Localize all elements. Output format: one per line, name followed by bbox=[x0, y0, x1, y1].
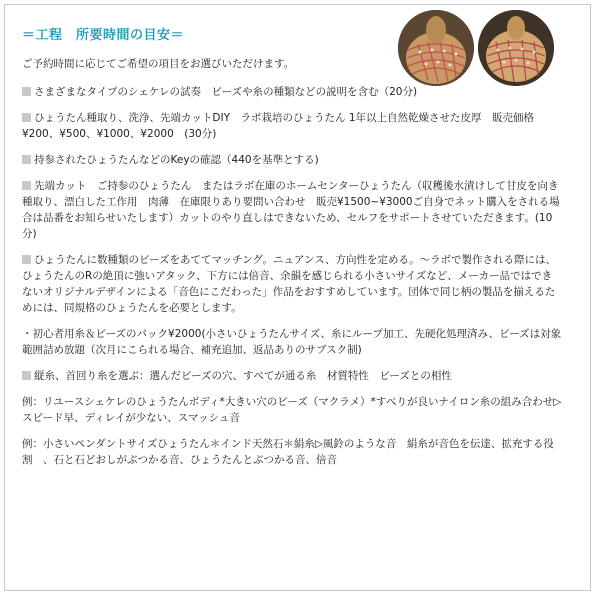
list-item: ひょうたんに数種類のビーズをあててマッチング。ニュアンス、方向性を定める。～ラボで製作される際には、ひょうたんのRの絶頂に強いアタック、下方には倍音、余韻を感じられる小さいサイズなど、メーカー品ではできないオリジナルデザインによる「音色にこだわった」作品をおすすめしています。団体で同じ柄の製品を揃えるためには、同規格のひょうたんを必要とします。 bbox=[22, 254, 557, 314]
intro-text: ご予約時間に応じてご希望の項目をお選びいただけます。 bbox=[22, 58, 295, 70]
bullet-square-icon bbox=[22, 255, 31, 264]
list-item: 先端カット ご持参のひょうたん またはラボ在庫のホームセンターひょうたん（収穫後水漬けして甘皮を向き種取り、漂白した工作用 肉薄 在庫限りあり要問い合わせ 販売¥1500~¥3000ご自身でネット購入をされる場合は品番をお知らせいたします）カットのやり直しはできないため、セルフをサポートさせていただきます。(10分) bbox=[22, 180, 560, 240]
bullet-square-icon bbox=[22, 87, 31, 96]
list-item: 持参されたひょうたんなどのKeyの確認（440を基準とする) bbox=[22, 152, 562, 168]
list-item: ひょうたん種取り、洗浄、先端カットDIY ラボ栽培のひょうたん 1年以上自然乾燥させた皮厚 販売価格 ¥200、¥500、¥1000、¥2000 (30分) bbox=[22, 112, 545, 140]
bullet-square-icon bbox=[22, 371, 31, 380]
bullet-square-icon bbox=[22, 155, 31, 164]
bullet-square-icon bbox=[22, 181, 31, 190]
example-text: 例：小さいペンダントサイズひょうたん＊インド天然石＊絹糸▷風鈴のような音 絹糸が音色を伝達、拡充する役割 、石と石どおしがぶつかる音、ひょうたんとぶつかる音、倍音 bbox=[22, 438, 554, 466]
list-item: さまざまなタイプのシェケレの試奏 ビーズや糸の種類などの説明を含む（20分) bbox=[22, 84, 562, 100]
page-title: ＝工程 所要時間の目安＝ bbox=[22, 28, 185, 43]
beginner-pack-note: ・初心者用糸＆ビーズのパック¥2000(小さいひょうたんサイズ、糸にループ加工、先硬化処理済み、ビーズは対象範囲詰め放題（次月にこられる場合、補充追加、返品ありのサブスク制) bbox=[22, 328, 562, 356]
list-item: 縦糸、首回り糸を選ぶ：選んだビーズの穴、すべてが通る糸 材質特性 ビーズとの相性 bbox=[22, 368, 562, 384]
content-body bbox=[22, 56, 562, 478]
bullet-square-icon bbox=[22, 113, 31, 122]
example-text: 例：リユースシェケレのひょうたんボディ*大きい穴のビーズ（マクラメ）*すべりが良いナイロン糸の組み合わせ▷スピード早、ディレイが少ない、スマッシュ音 bbox=[22, 396, 562, 424]
